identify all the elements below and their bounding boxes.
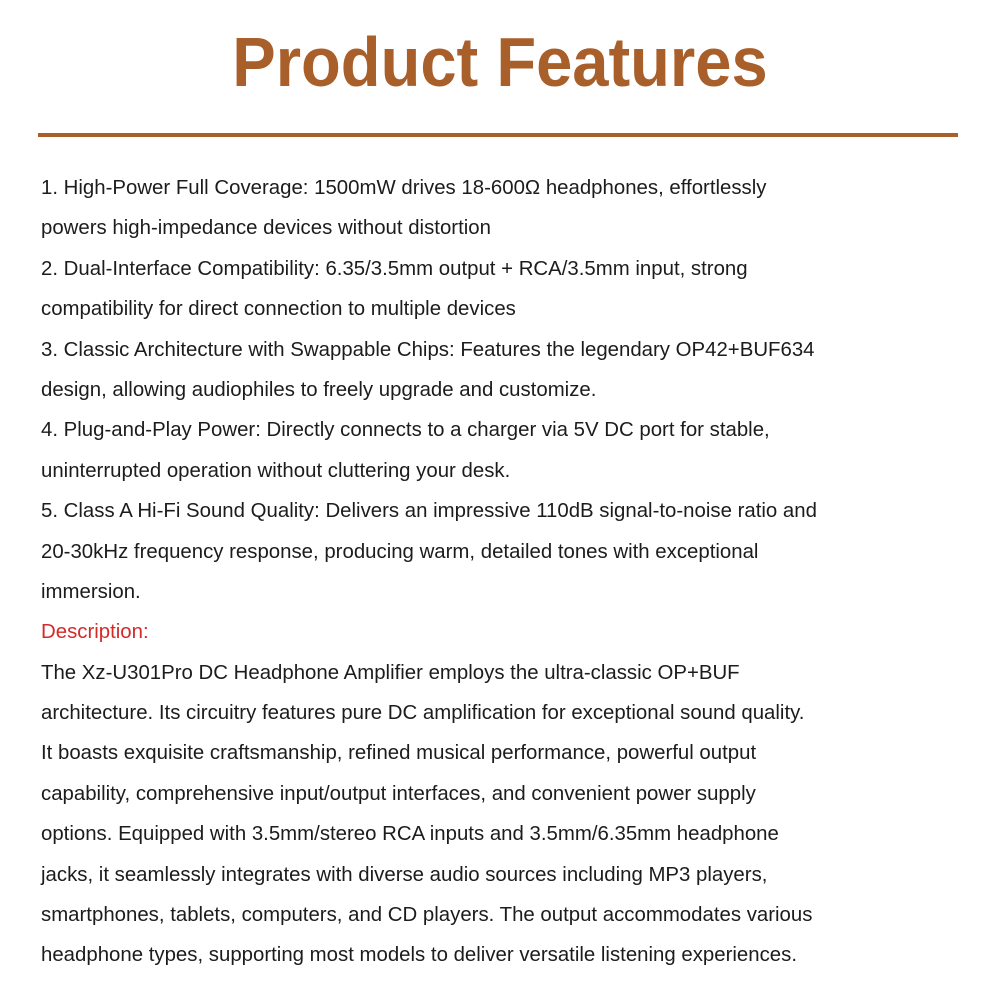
feature-line: 4. Plug-and-Play Power: Directly connects to a charger via 5V DC port for stable, bbox=[41, 418, 770, 442]
features-content bbox=[41, 168, 971, 976]
feature-line: 5. Class A Hi-Fi Sound Quality: Delivers an impressive 110dB signal-to-noise ratio and bbox=[41, 499, 817, 523]
description-line: The Xz-U301Pro DC Headphone Amplifier employs the ultra-classic OP+BUF bbox=[41, 660, 740, 684]
description-line: It boasts exquisite craftsmanship, refined musical performance, powerful output bbox=[41, 741, 757, 765]
feature-line: compatibility for direct connection to multiple devices bbox=[41, 297, 516, 321]
description-line: jacks, it seamlessly integrates with diverse audio sources including MP3 players, bbox=[41, 862, 768, 886]
description-line: headphone types, supporting most models to deliver versatile listening experiences. bbox=[41, 943, 797, 967]
description-line: architecture. Its circuitry features pure DC amplification for exceptional sound quality. bbox=[41, 701, 805, 725]
feature-line: 3. Classic Architecture with Swappable Chips: Features the legendary OP42+BUF634 bbox=[41, 337, 815, 361]
title-divider bbox=[38, 133, 958, 137]
description-line: options. Equipped with 3.5mm/stereo RCA inputs and 3.5mm/6.35mm headphone bbox=[41, 822, 779, 846]
feature-line: immersion. bbox=[41, 579, 141, 603]
description-label: Description: bbox=[41, 620, 149, 644]
feature-item-4 bbox=[41, 410, 971, 491]
feature-line: powers high-impedance devices without distortion bbox=[41, 216, 491, 240]
page-title: Product Features bbox=[232, 23, 768, 101]
description-paragraph bbox=[41, 653, 971, 976]
feature-line: design, allowing audiophiles to freely upgrade and customize. bbox=[41, 377, 597, 401]
feature-item-1 bbox=[41, 168, 971, 249]
description-line: capability, comprehensive input/output interfaces, and convenient power supply bbox=[41, 781, 756, 805]
feature-line: 20-30kHz frequency response, producing warm, detailed tones with exceptional bbox=[41, 539, 759, 563]
feature-item-5 bbox=[41, 491, 971, 612]
feature-item-2 bbox=[41, 249, 971, 330]
feature-item-3 bbox=[41, 330, 971, 411]
feature-line: 1. High-Power Full Coverage: 1500mW drives 18-600Ω headphones, effortlessly bbox=[41, 176, 767, 199]
feature-line: 2. Dual-Interface Compatibility: 6.35/3.5mm output + RCA/3.5mm input, strong bbox=[41, 256, 748, 280]
feature-line: uninterrupted operation without cluttering your desk. bbox=[41, 458, 511, 482]
description-line: smartphones, tablets, computers, and CD players. The output accommodates various bbox=[41, 903, 813, 927]
